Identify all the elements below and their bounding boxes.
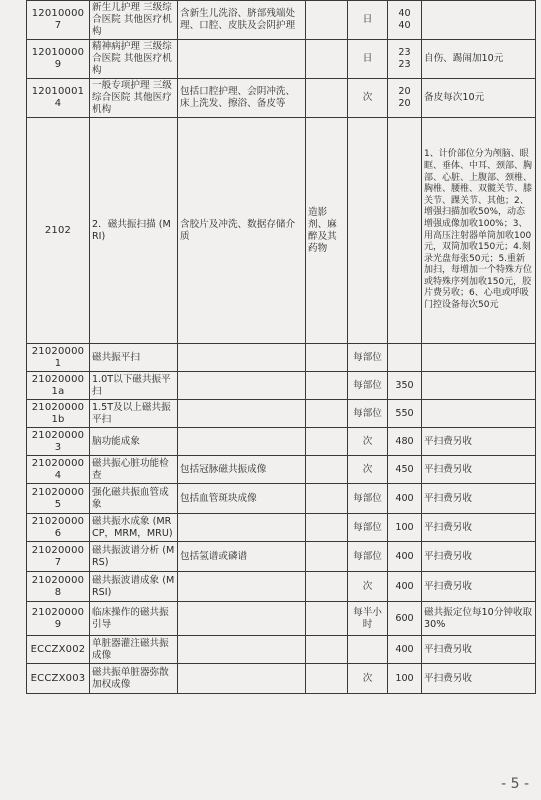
cell-note: [422, 400, 536, 428]
cell-price: [388, 344, 422, 372]
cell-name: 强化磁共振血管成象: [90, 484, 178, 514]
cell-note: 自伤、踢闹加10元: [422, 40, 536, 79]
cell-content: [178, 400, 306, 428]
cell-except: [306, 79, 348, 118]
cell-note: [422, 344, 536, 372]
cell-code: 120100014: [27, 79, 90, 118]
cell-note: 平扫费另收: [422, 664, 536, 694]
cell-price: 350: [388, 372, 422, 400]
cell-content: [178, 40, 306, 79]
table-row: [27, 79, 536, 118]
cell-except: [306, 664, 348, 694]
table-row: [27, 372, 536, 400]
cell-unit: 日: [348, 1, 388, 40]
table-row: [27, 484, 536, 514]
cell-name: 脑功能成象: [90, 428, 178, 456]
table-row: [27, 572, 536, 602]
cell-note: 平扫费另收: [422, 572, 536, 602]
cell-code: 2102: [27, 118, 90, 344]
cell-name: 1.5T及以上磁共振平扫: [90, 400, 178, 428]
cell-unit: 日: [348, 40, 388, 79]
cell-price: 100: [388, 514, 422, 542]
cell-note: [422, 1, 536, 40]
cell-except: [306, 484, 348, 514]
cell-content: 包括氢谱或磷谱: [178, 542, 306, 572]
cell-code: 210200001a: [27, 372, 90, 400]
cell-price: 40 40: [388, 1, 422, 40]
cell-price: 550: [388, 400, 422, 428]
table-row: [27, 118, 536, 344]
table-row: [27, 456, 536, 484]
cell-name: 临床操作的磁共振引导: [90, 602, 178, 636]
cell-note: [422, 372, 536, 400]
cell-except: [306, 1, 348, 40]
cell-note: 备皮每次10元: [422, 79, 536, 118]
cell-code: 210200004: [27, 456, 90, 484]
cell-except: [306, 344, 348, 372]
cell-code: 120100009: [27, 40, 90, 79]
cell-except: [306, 372, 348, 400]
cell-unit: 每部位: [348, 514, 388, 542]
cell-content: [178, 372, 306, 400]
table-row: [27, 664, 536, 694]
cell-content: 包括冠脉磁共振成像: [178, 456, 306, 484]
table-row: [27, 40, 536, 79]
cell-note: 平扫费另收: [422, 484, 536, 514]
cell-content: [178, 344, 306, 372]
cell-price: 450: [388, 456, 422, 484]
cell-except: 造影剂、麻醉及其药物: [306, 118, 348, 344]
cell-code: 210200001b: [27, 400, 90, 428]
cell-content: [178, 602, 306, 636]
cell-name: 精神病护理 三级综合医院 其他医疗机构: [90, 40, 178, 79]
cell-except: [306, 542, 348, 572]
cell-content: [178, 636, 306, 664]
cell-unit: 每部位: [348, 542, 388, 572]
cell-note: 磁共振定位每10分钟收取30%: [422, 602, 536, 636]
cell-content: [178, 428, 306, 456]
cell-price: 400: [388, 542, 422, 572]
cell-content: 包括血管斑块成像: [178, 484, 306, 514]
cell-unit: 每部位: [348, 484, 388, 514]
cell-unit: 次: [348, 79, 388, 118]
cell-unit: 每半小时: [348, 602, 388, 636]
cell-price: 480: [388, 428, 422, 456]
cell-price: 400: [388, 572, 422, 602]
table-row: [27, 400, 536, 428]
cell-price: [388, 118, 422, 344]
cell-except: [306, 40, 348, 79]
cell-except: [306, 456, 348, 484]
cell-name: 2．磁共振扫描 (MRI): [90, 118, 178, 344]
cell-name: 单脏器灌注磁共振成像: [90, 636, 178, 664]
cell-name: 1.0T以下磁共振平扫: [90, 372, 178, 400]
cell-name: 磁共振心脏功能检查: [90, 456, 178, 484]
cell-except: [306, 572, 348, 602]
cell-content: [178, 664, 306, 694]
cell-name: 磁共振平扫: [90, 344, 178, 372]
cell-content: [178, 514, 306, 542]
table-row: [27, 514, 536, 542]
cell-price: 600: [388, 602, 422, 636]
page-number: - 5 -: [501, 776, 529, 792]
cell-unit: 每部位: [348, 400, 388, 428]
cell-note: 平扫费另收: [422, 636, 536, 664]
cell-unit: 次: [348, 456, 388, 484]
cell-except: [306, 636, 348, 664]
cell-name: 磁共振波谱分析 (MRS): [90, 542, 178, 572]
cell-note: 平扫费另收: [422, 514, 536, 542]
cell-price: 20 20: [388, 79, 422, 118]
cell-code: ECCZX003: [27, 664, 90, 694]
cell-unit: [348, 636, 388, 664]
cell-content: 包括口腔护理、会阴冲洗、床上洗发、擦浴、备皮等: [178, 79, 306, 118]
cell-unit: 每部位: [348, 372, 388, 400]
cell-code: ECCZX002: [27, 636, 90, 664]
cell-except: [306, 514, 348, 542]
cell-price: 400: [388, 484, 422, 514]
cell-code: 210200006: [27, 514, 90, 542]
cell-name: 新生儿护理 三级综合医院 其他医疗机构: [90, 1, 178, 40]
cell-price: 23 23: [388, 40, 422, 79]
cell-note: 平扫费另收: [422, 542, 536, 572]
cell-note: 平扫费另收: [422, 428, 536, 456]
cell-price: 400: [388, 636, 422, 664]
cell-code: 210200007: [27, 542, 90, 572]
cell-unit: 每部位: [348, 344, 388, 372]
cell-code: 120100007: [27, 1, 90, 40]
table-row: [27, 428, 536, 456]
table-row: [27, 1, 536, 40]
cell-code: 210200001: [27, 344, 90, 372]
table-row: [27, 636, 536, 664]
table-row: [27, 344, 536, 372]
cell-name: 磁共振水成象 (MRCP，MRM，MRU): [90, 514, 178, 542]
cell-content: 含胶片及冲洗、数据存储介质: [178, 118, 306, 344]
cell-note: 1、计价部位分为颅脑、眼眶、垂体、中耳、颈部、胸部、心脏、上腹部、颈椎、胸椎、腰椎、双髋关节、膝关节、踝关节、其他；2、增强扫描加收50%，动态增强成像加收100%；3、用高压注射器单筒加收100元，双筒加收150元；4.刻录光盘每张50元；5.重新加扫，每增加一个特殊方位或特殊序列加收150元，胶片费另收；6、心电或呼吸门控设备每次50元: [422, 118, 536, 344]
cell-code: 210200003: [27, 428, 90, 456]
cell-name: 磁共振波谱成象 (MRSI): [90, 572, 178, 602]
cell-price: 100: [388, 664, 422, 694]
cell-name: 一般专项护理 三级综合医院 其他医疗机构: [90, 79, 178, 118]
fee-table: [26, 0, 536, 694]
cell-name: 磁共振单脏器弥散加权成像: [90, 664, 178, 694]
table-row: [27, 542, 536, 572]
cell-except: [306, 602, 348, 636]
cell-except: [306, 428, 348, 456]
cell-unit: 次: [348, 664, 388, 694]
cell-content: [178, 572, 306, 602]
cell-code: 210200008: [27, 572, 90, 602]
cell-except: [306, 400, 348, 428]
table-row: [27, 602, 536, 636]
cell-unit: 次: [348, 428, 388, 456]
cell-content: 含新生儿洗浴、脐部残端处理、口腔、皮肤及会阴护理: [178, 1, 306, 40]
cell-note: 平扫费另收: [422, 456, 536, 484]
cell-unit: [348, 118, 388, 344]
cell-code: 210200005: [27, 484, 90, 514]
cell-unit: 次: [348, 572, 388, 602]
cell-code: 210200009: [27, 602, 90, 636]
